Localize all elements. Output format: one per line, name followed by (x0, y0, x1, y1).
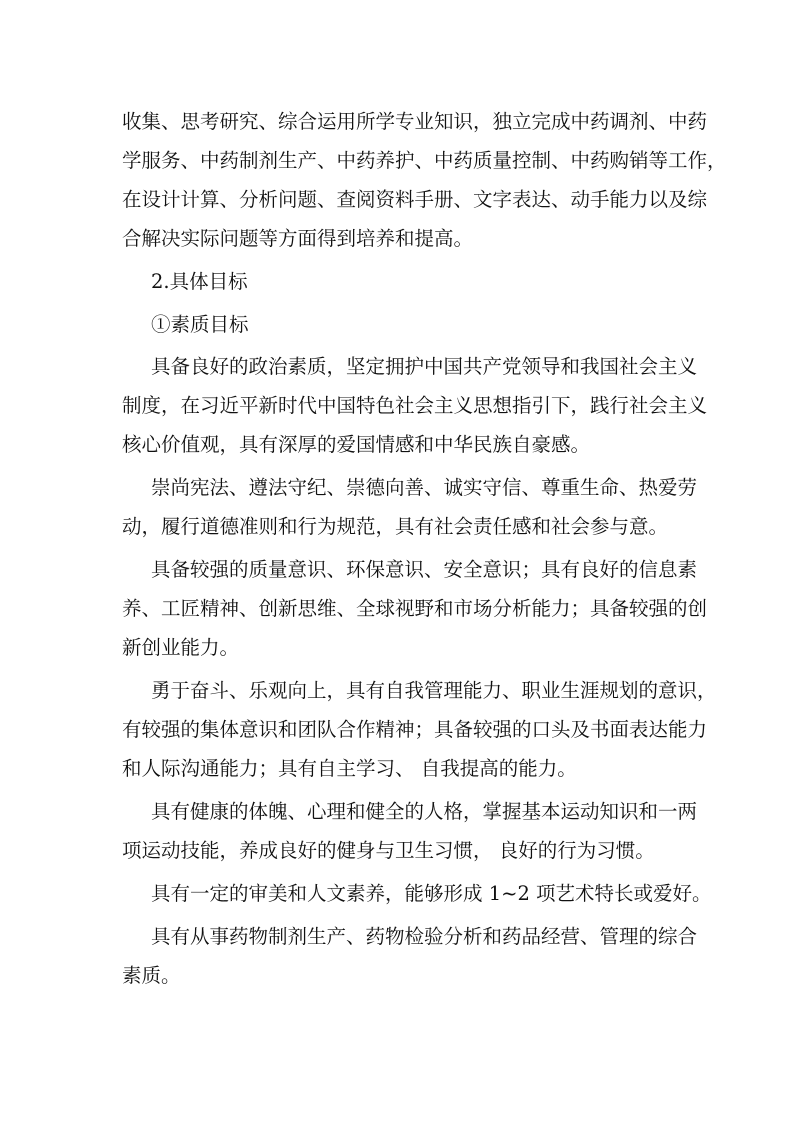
text-line: 具备较强的质量意识、环保意识、安全意识；具有良好的信息素 (151, 558, 698, 581)
section-heading: 2.具体目标 (151, 270, 248, 293)
text-line: 核心价值观，具有深厚的爱国情感和中华民族自豪感。 (122, 433, 591, 456)
text-line: 在设计计算、分析问题、查阅资料手册、文字表达、动手能力以及综 (122, 188, 708, 211)
text-line: 养、工匠精神、创新思维、全球视野和市场分析能力；具备较强的创 (122, 597, 708, 620)
text-line: 具有从事药物制剂生产、药物检验分析和药品经营、管理的综合 (151, 925, 698, 948)
text-line: 具有健康的体魄、心理和健全的人格，掌握基本运动知识和一两 (151, 800, 698, 823)
text-line: 动，履行道德准则和行为规范，具有社会责任感和社会参与意。 (122, 515, 669, 538)
text-line: 新创业能力。 (122, 636, 240, 659)
text-line: 和人际沟通能力；具有自主学习、 自我提高的能力。 (122, 757, 577, 780)
text-line: 具有一定的审美和人文素养，能够形成 1~2 项艺术特长或爱好。 (151, 882, 712, 905)
text-line: 合解决实际问题等方面得到培养和提高。 (122, 227, 474, 250)
text-line: 勇于奋斗、乐观向上，具有自我管理能力、职业生涯规划的意识， (151, 679, 717, 702)
text-line: 具备良好的政治素质，坚定拥护中国共产党领导和我国社会主义 (151, 355, 698, 378)
text-line: 学服务、中药制剂生产、中药养护、中药质量控制、中药购销等工作， (122, 149, 727, 172)
text-line: 收集、思考研究、综合运用所学专业知识，独立完成中药调剂、中药 (122, 110, 708, 133)
text-line: 项运动技能，养成良好的健身与卫生习惯， 良好的行为习惯。 (122, 839, 655, 862)
text-line: 崇尚宪法、遵法守纪、崇德向善、诚实守信、尊重生命、热爱劳 (151, 476, 698, 499)
text-line: 制度，在习近平新时代中国特色社会主义思想指引下，践行社会主义 (122, 394, 708, 417)
text-line: 素质。 (122, 964, 181, 987)
text-line: 有较强的集体意识和团队合作精神；具备较强的口头及书面表达能力 (122, 718, 708, 741)
subsection-heading: ①素质目标 (151, 313, 249, 336)
